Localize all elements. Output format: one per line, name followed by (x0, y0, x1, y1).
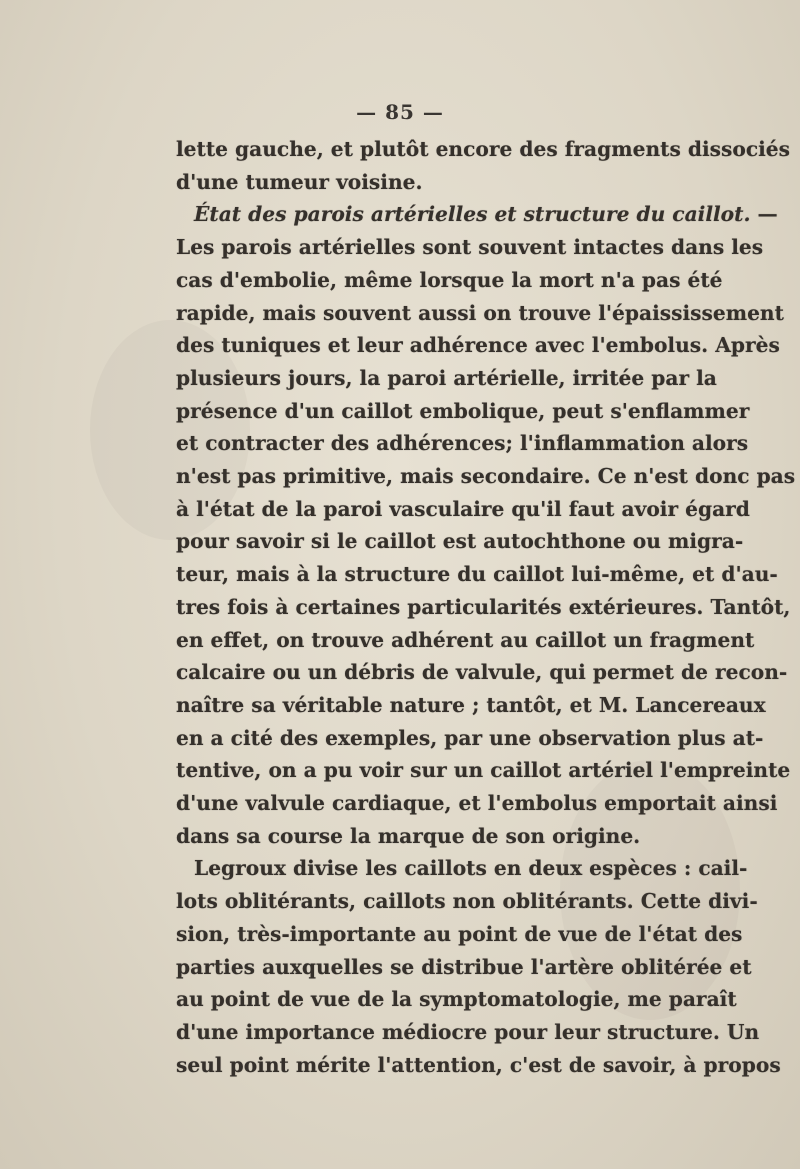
body-text (176, 133, 796, 1081)
text-line: d'une valvule cardiaque, et l'embolus emportait ainsi (176, 791, 778, 816)
text-line: tentive, on a pu voir sur un caillot artériel l'empreinte (176, 758, 791, 783)
text-line: seul point mérite l'attention, c'est de savoir, à propos (176, 1052, 781, 1077)
text-line: plusieurs jours, la paroi artérielle, irritée par la (176, 365, 717, 390)
text-line: tres fois à certaines particularités extérieures. Tantôt, (176, 594, 791, 619)
text-line: lots oblitérants, caillots non oblitérants. Cette divi- (176, 889, 758, 914)
section-heading-dash: — (757, 202, 778, 227)
page-number: — 85 — (356, 100, 444, 124)
text-line: lette gauche, et plutôt encore des fragments dissociés (176, 137, 790, 161)
text-line: calcaire ou un débris de valvule, qui permet de recon- (176, 660, 788, 685)
text-line: des tuniques et leur adhérence avec l'embolus. Après (176, 333, 780, 358)
text-line: en a cité des exemples, par une observation plus at- (176, 725, 764, 750)
text-line: n'est pas primitive, mais secondaire. Ce n'est donc pas (176, 464, 796, 489)
section-heading (176, 198, 778, 231)
text-line: d'une importance médiocre pour leur structure. Un (176, 1019, 760, 1044)
text-line: naître sa véritable nature ; tantôt, et M. Lancereaux (176, 692, 766, 717)
text-line: au point de vue de la symptomatologie, me paraît (176, 987, 737, 1012)
text-line: Legroux divise les caillots en deux espèces : cail- (194, 856, 748, 881)
text-line: Les parois artérielles sont souvent intactes dans les (176, 235, 764, 260)
text-line: rapide, mais souvent aussi on trouve l'épaississement (176, 300, 784, 325)
text-line: sion, très-importante au point de vue de l'état des (176, 921, 743, 946)
text-line: teur, mais à la structure du caillot lui-même, et d'au- (176, 562, 778, 587)
text-line: parties auxquelles se distribue l'artère oblitérée et (176, 954, 752, 979)
text-line: cas d'embolie, même lorsque la mort n'a pas été (176, 267, 723, 292)
text-line: présence d'un caillot embolique, peut s'enflammer (176, 398, 750, 423)
text-line: pour savoir si le caillot est autochthone ou migra- (176, 529, 744, 554)
text-line: dans sa course la marque de son origine. (176, 823, 641, 848)
section-heading-title: État des parois artérielles et structure du caillot. (194, 202, 751, 227)
text-line: et contracter des adhérences; l'inflammation alors (176, 431, 749, 456)
text-line: en effet, on trouve adhérent au caillot un fragment (176, 627, 755, 652)
text-line: d'une tumeur voisine. (176, 169, 423, 194)
text-line: à l'état de la paroi vasculaire qu'il faut avoir égard (176, 496, 750, 521)
